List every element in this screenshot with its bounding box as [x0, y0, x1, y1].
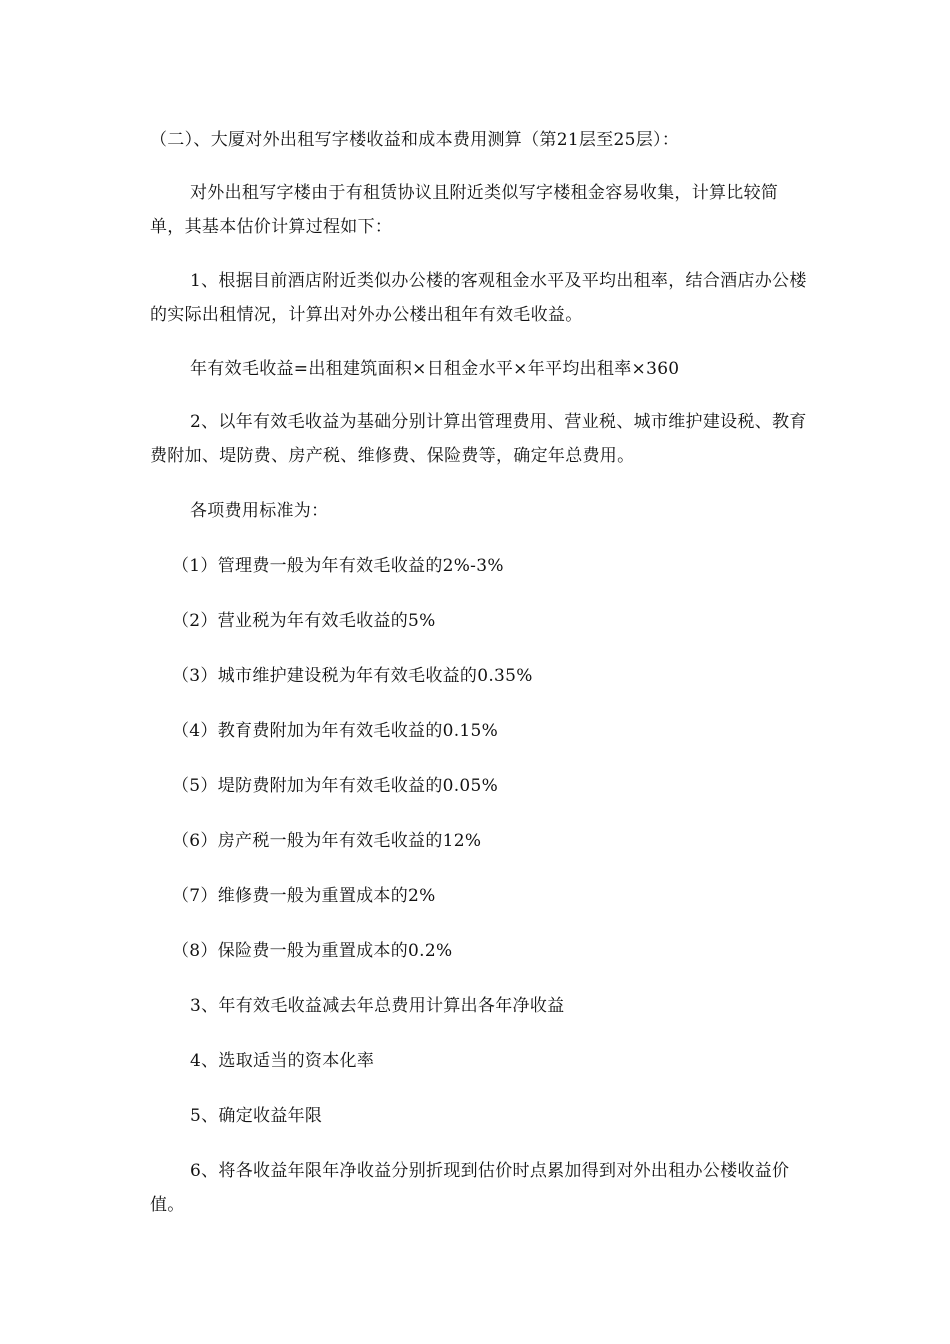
formula-line: 年有效毛收益=出租建筑面积×日租金水平×年平均出租率×360	[190, 359, 680, 379]
intro-paragraph: 对外出租写字楼由于有租赁协议且附近类似写字楼租金容易收集，计算比较简单，其基本估价计算过程如下：	[150, 183, 779, 237]
standard-item-7: （7）维修费一般为重置成本的2%	[172, 886, 436, 906]
step-5-line: 5、确定收益年限	[190, 1106, 323, 1126]
standard-item-4: （4）教育费附加为年有效毛收益的0.15%	[172, 721, 499, 741]
step-3-line: 3、年有效毛收益减去年总费用计算出各年净收益	[190, 996, 565, 1016]
step-6-paragraph: 6、将各收益年限年净收益分别折现到估价时点累加得到对外出租办公楼收益价值。	[150, 1161, 790, 1215]
standards-title: 各项费用标准为：	[190, 501, 329, 521]
step-2-paragraph: 2、以年有效毛收益为基础分别计算出管理费用、营业税、城市维护建设税、教育费附加、堤防费、房产税、维修费、保险费等，确定年总费用。	[150, 412, 807, 466]
standard-item-6: （6）房产税一般为年有效毛收益的12%	[172, 831, 482, 851]
standard-item-1: （1）管理费一般为年有效毛收益的2%-3%	[172, 556, 504, 576]
step-4-line: 4、选取适当的资本化率	[190, 1051, 375, 1071]
section-heading: （二）、大厦对外出租写字楼收益和成本费用测算（第21层至25层）：	[150, 130, 680, 150]
standard-item-8: （8）保险费一般为重置成本的0.2%	[172, 941, 453, 961]
standard-item-5: （5）堤防费附加为年有效毛收益的0.05%	[172, 776, 499, 796]
step-1-paragraph: 1、根据目前酒店附近类似办公楼的客观租金水平及平均出租率，结合酒店办公楼的实际出租情况，计算出对外办公楼出租年有效毛收益。	[150, 271, 807, 325]
standard-item-3: （3）城市维护建设税为年有效毛收益的0.35%	[172, 666, 533, 686]
standard-item-2: （2）营业税为年有效毛收益的5%	[172, 611, 436, 631]
